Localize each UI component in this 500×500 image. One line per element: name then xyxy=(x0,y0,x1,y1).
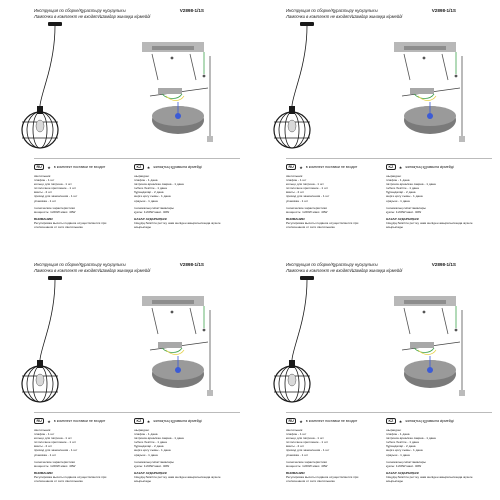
ru-warning-heading: ВНИМАНИЕ! xyxy=(34,470,54,475)
kz-note: жинақтың құрамына кірмейді xyxy=(153,419,202,424)
kz-tech-heading: техникалық сипаттамалары xyxy=(386,205,426,210)
sheet-subtitle: Лампочки в комплект не входят/Шамдар жинаққа кірмейді xyxy=(34,14,151,19)
ru-section-header xyxy=(286,418,357,424)
ru-tech-heading: технические характеристики xyxy=(286,205,327,210)
list-item: винты - 2 шт xyxy=(34,190,52,195)
ru-warning-text: Регулировка высоты подвеса осуществляется при отключенном от сети светильнике xyxy=(34,474,107,484)
list-item: бұрандалар - 2 дана xyxy=(134,444,164,449)
list-item: кольцо для патрона - 1 шт xyxy=(286,182,324,187)
kz-section-header xyxy=(134,164,202,170)
ru-section-header xyxy=(34,164,105,170)
sheet-title: Инструкция по сборке/Құрастыру нұсқаулығы xyxy=(286,8,378,13)
kz-warning-text: Ілінудің биіктігін реттеу шам желіден ажыратылғанда жүзеге асырылады xyxy=(134,474,221,484)
list-item: плафон - 1 дана xyxy=(386,432,410,437)
list-item: жерге қосу сымы - 1 дана xyxy=(386,194,423,199)
list-item: плафон - 1 дана xyxy=(134,178,158,183)
ru-note: в комплект поставки не входит xyxy=(305,419,358,424)
list-item: провод для заземления - 1 шт xyxy=(286,448,330,453)
section-divider xyxy=(34,412,240,413)
ru-warning-heading: ВНИМАНИЕ! xyxy=(34,216,54,221)
list-item: жерге қосу сымы - 1 дана xyxy=(386,448,423,453)
kz-heading: шырағдан: xyxy=(134,428,150,432)
kz-section-header xyxy=(386,418,454,424)
list-item: упаковка - 1 шт xyxy=(286,452,309,457)
kz-warning-heading: НАЗАР АУДАРЫҢЫЗ! xyxy=(386,470,420,475)
list-item: провод для заземления - 1 шт xyxy=(286,194,330,199)
ru-section-header xyxy=(34,418,105,424)
list-item: патронға арналған сақина - 1 дана xyxy=(134,182,184,187)
ru-badge: RU xyxy=(286,164,296,170)
kz-badge: KZ xyxy=(386,418,396,424)
list-item: бұрандалар - 2 дана xyxy=(386,444,416,449)
sheet-title: Инструкция по сборке/Құрастыру нұсқаулығы xyxy=(34,262,126,267)
list-item: кольцо для патрона - 1 шт xyxy=(34,436,72,441)
kz-badge: KZ xyxy=(386,164,396,170)
list-item: потолочное крепление - 1 шт xyxy=(34,186,76,191)
list-item: винты - 2 шт xyxy=(34,444,52,449)
list-item: кольцо для патрона - 1 шт xyxy=(34,182,72,187)
kz-heading: шырағдан: xyxy=(386,428,402,432)
list-item: винты - 2 шт xyxy=(286,190,304,195)
kz-warning-heading: НАЗАР АУДАРЫҢЫЗ! xyxy=(134,470,168,475)
pendant-lamp-illustration xyxy=(6,276,66,406)
ru-warning-text: Регулировка высоты подвеса осуществляется при отключенном от сети светильнике xyxy=(34,220,107,230)
section-divider xyxy=(286,412,492,413)
mounting-diagram xyxy=(138,36,220,144)
ru-tech-text: мощность: 1x60W макс. 40W xyxy=(34,463,76,468)
ru-warning-heading: ВНИМАНИЕ! xyxy=(286,470,306,475)
kz-note: жинақтың құрамына кірмейді xyxy=(153,165,202,170)
ru-note: в комплект поставки не входит xyxy=(53,419,106,424)
list-item: патронға арналған сақина - 1 дана xyxy=(134,436,184,441)
ru-badge: RU xyxy=(34,418,44,424)
instruction-sheet xyxy=(258,262,494,494)
list-item: патронға арналған сақина - 1 дана xyxy=(386,436,436,441)
ru-note: в комплект поставки не входит xyxy=(305,165,358,170)
star-icon: ★ xyxy=(146,418,151,424)
list-item: упаковка - 1 шт xyxy=(34,198,57,203)
list-item: провод для заземления - 1 шт xyxy=(34,194,78,199)
kz-section-header xyxy=(386,164,454,170)
star-icon: ★ xyxy=(398,418,403,424)
ru-badge: RU xyxy=(34,164,44,170)
list-item: патронға арналған сақина - 1 дана xyxy=(386,182,436,187)
star-icon: ★ xyxy=(398,164,403,170)
list-item: жерге қосу сымы - 1 дана xyxy=(134,448,171,453)
list-item: төбеге бекітпе - 1 дана xyxy=(134,186,167,191)
kz-contents xyxy=(134,428,224,483)
kz-warning-heading: НАЗАР АУДАРЫҢЫЗ! xyxy=(386,216,420,221)
ru-heading: светильник: xyxy=(286,174,303,178)
sheet-subtitle: Лампочки в комплект не входят/Шамдар жинаққа кірмейді xyxy=(34,268,151,273)
instruction-sheet xyxy=(6,8,242,240)
star-icon: ★ xyxy=(47,164,51,170)
kz-tech-text: қуаты: 1x60W макс. 40W xyxy=(134,463,170,468)
kz-contents xyxy=(386,174,476,229)
kz-warning-text: Ілінудің биіктігін реттеу шам желіден ажыратылғанда жүзеге асырылады xyxy=(134,220,221,230)
kz-tech-text: қуаты: 1x60W макс. 40W xyxy=(386,463,422,468)
star-icon: ★ xyxy=(299,418,303,424)
list-item: плафон - 1 шт xyxy=(286,432,307,437)
kz-note: жинақтың құрамына кірмейді xyxy=(405,419,454,424)
ru-tech-text: мощность: 1x60W макс. 40W xyxy=(286,463,328,468)
ru-tech-heading: технические характеристики xyxy=(34,205,75,210)
ru-section-header xyxy=(286,164,357,170)
kz-warning-text: Ілінудің биіктігін реттеу шам желіден ажыратылғанда жүзеге асырылады xyxy=(386,474,473,484)
mounting-diagram xyxy=(390,290,472,398)
list-item: плафон - 1 шт xyxy=(34,432,55,437)
pendant-lamp-illustration xyxy=(258,276,318,406)
kz-tech-heading: техникалық сипаттамалары xyxy=(134,459,174,464)
kz-heading: шырағдан: xyxy=(134,174,150,178)
ru-contents xyxy=(34,428,124,483)
sheet-subtitle: Лампочки в комплект не входят/Шамдар жинаққа кірмейді xyxy=(286,268,403,273)
section-divider xyxy=(286,158,492,159)
star-icon: ★ xyxy=(47,418,51,424)
kz-warning-text: Ілінудің биіктігін реттеу шам желіден ажыратылғанда жүзеге асырылады xyxy=(386,220,473,230)
sheet-title: Инструкция по сборке/Құрастыру нұсқаулығы xyxy=(286,262,378,267)
kz-warning-heading: НАЗАР АУДАРЫҢЫЗ! xyxy=(134,216,168,221)
ru-badge: RU xyxy=(286,418,296,424)
list-item: потолочное крепление - 1 шт xyxy=(286,440,328,445)
model-number: V2898-1/1S xyxy=(431,262,456,267)
instruction-sheet xyxy=(6,262,242,494)
ru-tech-heading: технические характеристики xyxy=(34,459,75,464)
ru-heading: светильник: xyxy=(286,428,303,432)
ru-tech-text: мощность: 1x60W макс. 40W xyxy=(286,209,328,214)
section-divider xyxy=(34,158,240,159)
kz-section-header xyxy=(134,418,202,424)
pendant-lamp-illustration xyxy=(6,22,66,152)
list-item: плафон - 1 шт xyxy=(286,178,307,183)
ru-heading: светильник: xyxy=(34,428,51,432)
pendant-lamp-illustration xyxy=(258,22,318,152)
kz-note: жинақтың құрамына кірмейді xyxy=(405,165,454,170)
list-item: плафон - 1 дана xyxy=(134,432,158,437)
list-item: орауыш - 1 дана xyxy=(386,198,410,203)
instruction-sheet xyxy=(258,8,494,240)
ru-contents xyxy=(286,174,376,229)
mounting-diagram xyxy=(138,290,220,398)
list-item: орауыш - 1 дана xyxy=(134,198,158,203)
kz-tech-text: қуаты: 1x60W макс. 40W xyxy=(386,209,422,214)
star-icon: ★ xyxy=(299,164,303,170)
list-item: плафон - 1 дана xyxy=(386,178,410,183)
list-item: төбеге бекітпе - 1 дана xyxy=(386,440,419,445)
ru-contents xyxy=(286,428,376,483)
kz-tech-heading: техникалық сипаттамалары xyxy=(134,205,174,210)
ru-warning-heading: ВНИМАНИЕ! xyxy=(286,216,306,221)
list-item: бұрандалар - 2 дана xyxy=(386,190,416,195)
kz-heading: шырағдан: xyxy=(386,174,402,178)
ru-heading: светильник: xyxy=(34,174,51,178)
list-item: потолочное крепление - 1 шт xyxy=(286,186,328,191)
kz-badge: KZ xyxy=(134,164,144,170)
kz-contents xyxy=(134,174,224,229)
ru-note: в комплект поставки не входит xyxy=(53,165,106,170)
ru-warning-text: Регулировка высоты подвеса осуществляется при отключенном от сети светильнике xyxy=(286,474,359,484)
list-item: упаковка - 1 шт xyxy=(34,452,57,457)
list-item: орауыш - 1 дана xyxy=(134,452,158,457)
model-number: V2898-1/1S xyxy=(179,262,204,267)
model-number: V2898-1/1S xyxy=(179,8,204,13)
model-number: V2898-1/1S xyxy=(431,8,456,13)
kz-tech-heading: техникалық сипаттамалары xyxy=(386,459,426,464)
sheet-subtitle: Лампочки в комплект не входят/Шамдар жинаққа кірмейді xyxy=(286,14,403,19)
list-item: потолочное крепление - 1 шт xyxy=(34,440,76,445)
ru-warning-text: Регулировка высоты подвеса осуществляется при отключенном от сети светильнике xyxy=(286,220,359,230)
list-item: винты - 2 шт xyxy=(286,444,304,449)
list-item: бұрандалар - 2 дана xyxy=(134,190,164,195)
list-item: провод для заземления - 1 шт xyxy=(34,448,78,453)
list-item: төбеге бекітпе - 1 дана xyxy=(134,440,167,445)
list-item: жерге қосу сымы - 1 дана xyxy=(134,194,171,199)
ru-contents xyxy=(34,174,124,229)
ru-tech-heading: технические характеристики xyxy=(286,459,327,464)
kz-badge: KZ xyxy=(134,418,144,424)
star-icon: ★ xyxy=(146,164,151,170)
ru-tech-text: мощность: 1x60W макс. 40W xyxy=(34,209,76,214)
list-item: плафон - 1 шт xyxy=(34,178,55,183)
sheet-title: Инструкция по сборке/Құрастыру нұсқаулығы xyxy=(34,8,126,13)
kz-tech-text: қуаты: 1x60W макс. 40W xyxy=(134,209,170,214)
list-item: кольцо для патрона - 1 шт xyxy=(286,436,324,441)
list-item: орауыш - 1 дана xyxy=(386,452,410,457)
list-item: төбеге бекітпе - 1 дана xyxy=(386,186,419,191)
mounting-diagram xyxy=(390,36,472,144)
list-item: упаковка - 1 шт xyxy=(286,198,309,203)
kz-contents xyxy=(386,428,476,483)
